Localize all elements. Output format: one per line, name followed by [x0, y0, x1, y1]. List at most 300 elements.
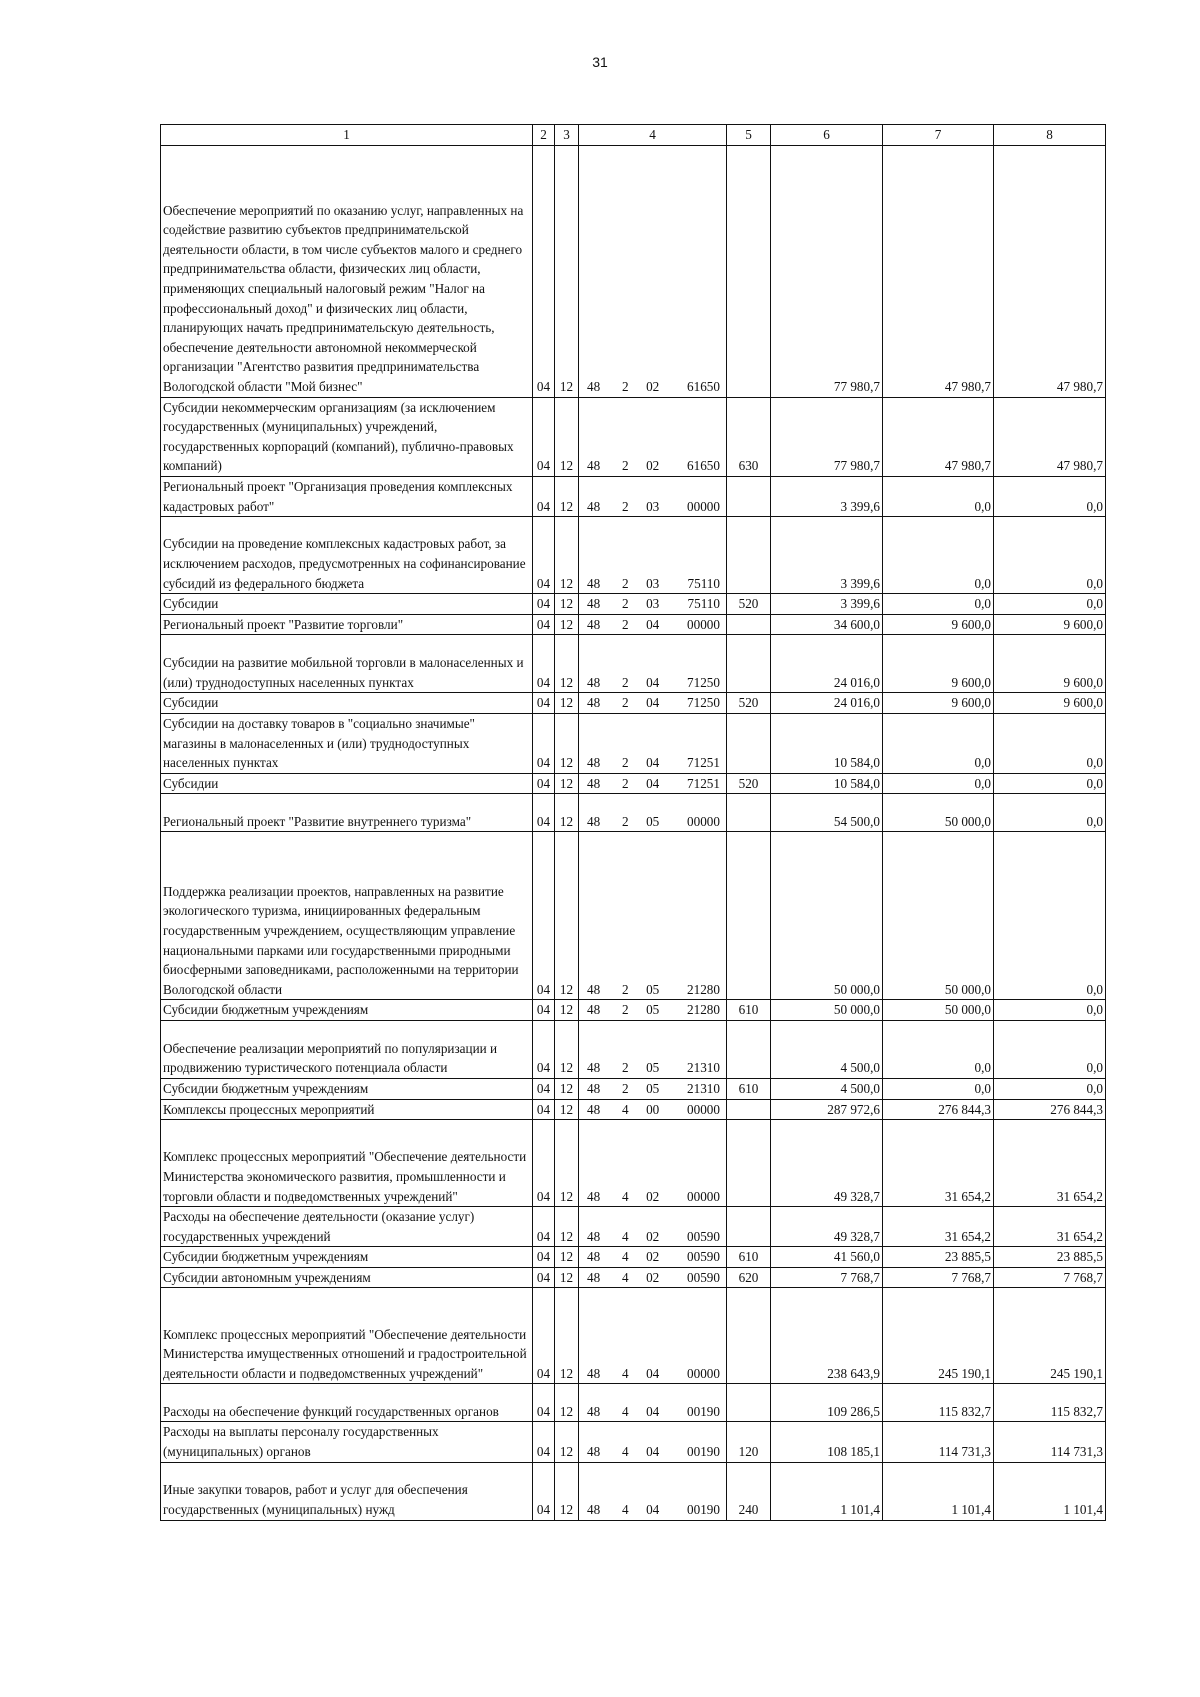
target-article-part-s: 05 — [646, 1002, 660, 1018]
expense-type-cell — [727, 476, 771, 516]
header-cell-1: 1 — [161, 125, 533, 146]
target-article-part-t: 2 — [622, 1060, 629, 1076]
target-article-part-t: 2 — [622, 1002, 629, 1018]
target-article-part-p: 48 — [587, 1060, 601, 1076]
target-article-part-d: 00590 — [687, 1269, 720, 1285]
target-article-part-d: 21310 — [687, 1080, 720, 1096]
amount-col6-cell: 24 016,0 — [771, 693, 883, 714]
subsection-code-cell: 12 — [555, 517, 579, 594]
target-article-cell — [579, 1099, 727, 1120]
amount-col7-cell: 50 000,0 — [883, 1000, 994, 1021]
amount-col8-cell: 47 980,7 — [994, 397, 1106, 476]
amount-col6-cell: 24 016,0 — [771, 635, 883, 693]
table-row — [161, 1099, 1106, 1120]
section-code-cell: 04 — [533, 635, 555, 693]
amount-col7-cell: 0,0 — [883, 517, 994, 594]
target-article-part-s: 04 — [646, 755, 660, 771]
amount-col6-cell: 10 584,0 — [771, 713, 883, 773]
subsection-code-cell: 12 — [555, 794, 579, 832]
table-row — [161, 1288, 1106, 1384]
target-article-part-t: 2 — [622, 596, 629, 612]
amount-col7-cell: 0,0 — [883, 713, 994, 773]
amount-col8-cell: 0,0 — [994, 594, 1106, 615]
amount-col6-cell: 238 643,9 — [771, 1288, 883, 1384]
target-article-part-d: 00000 — [687, 616, 720, 632]
amount-col7-cell: 0,0 — [883, 594, 994, 615]
expense-type-cell: 610 — [727, 1000, 771, 1021]
expense-type-cell — [727, 794, 771, 832]
target-article-part-s: 04 — [646, 775, 660, 791]
amount-col8-cell: 0,0 — [994, 476, 1106, 516]
target-article-part-p: 48 — [587, 695, 601, 711]
target-article-part-d: 00000 — [687, 1188, 720, 1204]
target-article-part-p: 48 — [587, 1188, 601, 1204]
target-article-code — [579, 615, 726, 635]
target-article-part-t: 4 — [622, 1188, 629, 1204]
header-cell-8: 8 — [994, 125, 1106, 146]
subsection-code-cell: 12 — [555, 1422, 579, 1462]
section-code-cell: 04 — [533, 1020, 555, 1078]
amount-col8-cell: 0,0 — [994, 1000, 1106, 1021]
target-article-part-p: 48 — [587, 1403, 601, 1419]
target-article-code — [579, 574, 726, 594]
amount-col7-cell: 0,0 — [883, 773, 994, 794]
target-article-code — [579, 1000, 726, 1020]
expense-type-cell — [727, 1020, 771, 1078]
target-article-part-d: 61650 — [687, 379, 720, 394]
page-number: 31 — [592, 54, 608, 70]
amount-col7-cell: 31 654,2 — [883, 1120, 994, 1207]
expense-type-cell — [727, 1099, 771, 1120]
expense-type-cell: 520 — [727, 773, 771, 794]
row-name-cell: Расходы на обеспечение функций государственных органов — [161, 1384, 533, 1422]
expense-type-cell — [727, 1207, 771, 1247]
subsection-code-cell: 12 — [555, 1207, 579, 1247]
amount-col7-cell: 31 654,2 — [883, 1207, 994, 1247]
header-cell-5: 5 — [727, 125, 771, 146]
target-article-part-p: 48 — [587, 981, 601, 997]
amount-col6-cell: 3 399,6 — [771, 517, 883, 594]
row-name-cell: Региональный проект "Организация проведения комплексных кадастровых работ" — [161, 476, 533, 516]
target-article-part-t: 2 — [622, 575, 629, 591]
row-name-cell: Субсидии — [161, 594, 533, 615]
subsection-code-cell: 12 — [555, 1384, 579, 1422]
target-article-part-p: 48 — [587, 1444, 601, 1460]
section-code-cell: 04 — [533, 693, 555, 714]
target-article-part-d: 00000 — [687, 1365, 720, 1381]
target-article-code — [579, 456, 726, 476]
target-article-part-p: 48 — [587, 1002, 601, 1018]
amount-col8-cell: 9 600,0 — [994, 635, 1106, 693]
target-article-part-d: 75110 — [687, 596, 720, 612]
target-article-code — [579, 1364, 726, 1384]
subsection-code-cell: 12 — [555, 1120, 579, 1207]
target-article-part-d: 21280 — [687, 981, 720, 997]
subsection-code-cell: 12 — [555, 145, 579, 397]
amount-col7-cell: 47 980,7 — [883, 145, 994, 397]
table-row — [161, 1422, 1106, 1462]
amount-col6-cell: 49 328,7 — [771, 1207, 883, 1247]
target-article-part-t: 4 — [622, 1365, 629, 1381]
target-article-part-s: 02 — [646, 458, 660, 474]
target-article-part-p: 48 — [587, 1269, 601, 1285]
amount-col6-cell: 54 500,0 — [771, 794, 883, 832]
subsection-code-cell: 12 — [555, 1000, 579, 1021]
subsection-code-cell: 12 — [555, 594, 579, 615]
amount-col6-cell: 49 328,7 — [771, 1120, 883, 1207]
target-article-cell — [579, 1267, 727, 1288]
target-article-cell — [579, 1120, 727, 1207]
section-code-cell: 04 — [533, 713, 555, 773]
amount-col7-cell: 47 980,7 — [883, 397, 994, 476]
row-name-cell: Расходы на выплаты персоналу государственных (муниципальных) органов — [161, 1422, 533, 1462]
section-code-cell: 04 — [533, 476, 555, 516]
target-article-part-t: 2 — [622, 379, 629, 394]
table-row — [161, 1384, 1106, 1422]
target-article-part-d: 00590 — [687, 1249, 720, 1265]
amount-col7-cell: 114 731,3 — [883, 1422, 994, 1462]
target-article-cell — [579, 1384, 727, 1422]
target-article-part-t: 4 — [622, 1269, 629, 1285]
table-row — [161, 145, 1106, 397]
table-row — [161, 832, 1106, 1000]
target-article-code — [579, 1079, 726, 1099]
target-article-cell — [579, 594, 727, 615]
table-row — [161, 594, 1106, 615]
header-cell-2: 2 — [533, 125, 555, 146]
target-article-part-t: 2 — [622, 755, 629, 771]
target-article-part-d: 71251 — [687, 775, 720, 791]
section-code-cell: 04 — [533, 773, 555, 794]
subsection-code-cell: 12 — [555, 1288, 579, 1384]
section-code-cell: 04 — [533, 1247, 555, 1268]
target-article-part-s: 05 — [646, 1060, 660, 1076]
row-name-cell: Субсидии на доставку товаров в "социально значимые" магазины в малонаселенных и (или) труднодоступных населенных пунктах — [161, 713, 533, 773]
target-article-cell — [579, 794, 727, 832]
subsection-code-cell: 12 — [555, 1099, 579, 1120]
expense-type-cell: 240 — [727, 1462, 771, 1520]
subsection-code-cell: 12 — [555, 1247, 579, 1268]
amount-col7-cell: 245 190,1 — [883, 1288, 994, 1384]
subsection-code-cell: 12 — [555, 1020, 579, 1078]
target-article-part-s: 05 — [646, 1080, 660, 1096]
header-cell-6: 6 — [771, 125, 883, 146]
target-article-cell — [579, 1207, 727, 1247]
expense-type-cell: 610 — [727, 1078, 771, 1099]
amount-col8-cell: 0,0 — [994, 832, 1106, 1000]
amount-col6-cell: 109 286,5 — [771, 1384, 883, 1422]
target-article-code — [579, 377, 726, 397]
target-article-part-d: 71251 — [687, 755, 720, 771]
amount-col7-cell: 0,0 — [883, 1020, 994, 1078]
target-article-part-t: 4 — [622, 1444, 629, 1460]
expense-type-cell: 520 — [727, 594, 771, 615]
expense-type-cell — [727, 832, 771, 1000]
expense-type-cell — [727, 614, 771, 635]
target-article-part-d: 75110 — [687, 575, 720, 591]
expense-type-cell: 610 — [727, 1247, 771, 1268]
target-article-code — [579, 1227, 726, 1247]
target-article-part-p: 48 — [587, 498, 601, 514]
subsection-code-cell: 12 — [555, 773, 579, 794]
amount-col6-cell: 287 972,6 — [771, 1099, 883, 1120]
amount-col8-cell: 245 190,1 — [994, 1288, 1106, 1384]
amount-col6-cell: 10 584,0 — [771, 773, 883, 794]
row-name-cell: Обеспечение реализации мероприятий по популяризации и продвижению туристического потенциала области — [161, 1020, 533, 1078]
row-name-cell: Субсидии автономным учреждениям — [161, 1267, 533, 1288]
row-name-cell: Субсидии на развитие мобильной торговли в малонаселенных и (или) труднодоступных населенных пунктах — [161, 635, 533, 693]
subsection-code-cell: 12 — [555, 635, 579, 693]
target-article-part-d: 71250 — [687, 695, 720, 711]
expense-type-cell — [727, 1288, 771, 1384]
amount-col8-cell: 9 600,0 — [994, 614, 1106, 635]
target-article-code — [579, 1442, 726, 1462]
subsection-code-cell: 12 — [555, 397, 579, 476]
target-article-part-s: 04 — [646, 1502, 660, 1518]
amount-col6-cell: 4 500,0 — [771, 1020, 883, 1078]
expense-type-cell — [727, 145, 771, 397]
section-code-cell: 04 — [533, 1288, 555, 1384]
amount-col7-cell: 7 768,7 — [883, 1267, 994, 1288]
target-article-cell — [579, 1288, 727, 1384]
amount-col8-cell: 114 731,3 — [994, 1422, 1106, 1462]
target-article-cell — [579, 1020, 727, 1078]
target-article-part-p: 48 — [587, 596, 601, 612]
target-article-part-t: 4 — [622, 1502, 629, 1518]
row-name-cell: Субсидии некоммерческим организациям (за исключением государственных (муниципальных) учреждений, государственных корпораций (компаний), публично-правовых компаний) — [161, 397, 533, 476]
amount-col7-cell: 115 832,7 — [883, 1384, 994, 1422]
target-article-cell — [579, 773, 727, 794]
target-article-part-t: 4 — [622, 1249, 629, 1265]
row-name-cell: Обеспечение мероприятий по оказанию услуг, направленных на содействие развитию субъектов предпринимательской деятельности области, в том числе субъектов малого и среднего предпринимательства области, физических лиц области, применяющих специальный налоговый режим "Налог на профессиональный доход" и физических лиц области, планирующих начать предпринимательскую деятельность, обеспечение деятельности автономной некоммерческой организации "Агентство развития предпринимательства Вологодской области "Мой бизнес" — [161, 145, 533, 397]
subsection-code-cell: 12 — [555, 614, 579, 635]
amount-col6-cell: 77 980,7 — [771, 145, 883, 397]
target-article-part-p: 48 — [587, 616, 601, 632]
header-cell-3: 3 — [555, 125, 579, 146]
amount-col8-cell: 9 600,0 — [994, 693, 1106, 714]
target-article-part-d: 00000 — [687, 813, 720, 829]
row-name-cell: Региональный проект "Развитие торговли" — [161, 614, 533, 635]
amount-col6-cell: 4 500,0 — [771, 1078, 883, 1099]
expense-type-cell — [727, 1120, 771, 1207]
amount-col7-cell: 23 885,5 — [883, 1247, 994, 1268]
target-article-part-p: 48 — [587, 1502, 601, 1518]
target-article-part-d: 00000 — [687, 498, 720, 514]
amount-col8-cell: 47 980,7 — [994, 145, 1106, 397]
table-row — [161, 693, 1106, 714]
table-row — [161, 1000, 1106, 1021]
target-article-cell — [579, 713, 727, 773]
target-article-cell — [579, 635, 727, 693]
section-code-cell: 04 — [533, 397, 555, 476]
subsection-code-cell: 12 — [555, 693, 579, 714]
target-article-part-t: 2 — [622, 1080, 629, 1096]
amount-col8-cell: 1 101,4 — [994, 1462, 1106, 1520]
amount-col6-cell: 3 399,6 — [771, 476, 883, 516]
amount-col6-cell: 34 600,0 — [771, 614, 883, 635]
table-row — [161, 1078, 1106, 1099]
target-article-part-d: 71250 — [687, 674, 720, 690]
target-article-part-d: 00190 — [687, 1502, 720, 1518]
section-code-cell: 04 — [533, 1422, 555, 1462]
target-article-code — [579, 1187, 726, 1207]
target-article-part-t: 4 — [622, 1403, 629, 1419]
amount-col6-cell: 108 185,1 — [771, 1422, 883, 1462]
amount-col8-cell: 0,0 — [994, 1078, 1106, 1099]
row-name-cell: Региональный проект "Развитие внутреннего туризма" — [161, 794, 533, 832]
amount-col8-cell: 31 654,2 — [994, 1120, 1106, 1207]
row-name-cell: Субсидии бюджетным учреждениям — [161, 1000, 533, 1021]
target-article-cell — [579, 476, 727, 516]
target-article-cell — [579, 1422, 727, 1462]
amount-col7-cell: 9 600,0 — [883, 693, 994, 714]
row-name-cell: Субсидии бюджетным учреждениям — [161, 1078, 533, 1099]
table-row — [161, 614, 1106, 635]
target-article-code — [579, 1268, 726, 1288]
target-article-part-t: 2 — [622, 458, 629, 474]
target-article-code — [579, 980, 726, 1000]
target-article-part-s: 04 — [646, 1365, 660, 1381]
amount-col8-cell: 0,0 — [994, 713, 1106, 773]
amount-col6-cell: 7 768,7 — [771, 1267, 883, 1288]
row-name-cell: Поддержка реализации проектов, направленных на развитие экологического туризма, инициированных федеральным государственным учреждением, осуществляющим управление национальными парками или государственными природными биосферными заповедниками, расположенными на территории Вологодской области — [161, 832, 533, 1000]
target-article-code — [579, 812, 726, 832]
row-name-cell: Субсидии — [161, 693, 533, 714]
target-article-part-d: 00190 — [687, 1403, 720, 1419]
section-code-cell: 04 — [533, 1462, 555, 1520]
amount-col8-cell: 0,0 — [994, 794, 1106, 832]
target-article-part-d: 00590 — [687, 1228, 720, 1244]
target-article-part-s: 02 — [646, 1269, 660, 1285]
target-article-cell — [579, 1078, 727, 1099]
target-article-code — [579, 673, 726, 693]
target-article-cell — [579, 693, 727, 714]
table-row — [161, 1020, 1106, 1078]
amount-col8-cell: 0,0 — [994, 1020, 1106, 1078]
target-article-part-s: 02 — [646, 379, 660, 394]
expense-type-cell: 620 — [727, 1267, 771, 1288]
table-row — [161, 773, 1106, 794]
expense-type-cell — [727, 517, 771, 594]
table-row — [161, 476, 1106, 516]
table-row — [161, 794, 1106, 832]
amount-col6-cell: 41 560,0 — [771, 1247, 883, 1268]
target-article-part-t: 2 — [622, 813, 629, 829]
section-code-cell: 04 — [533, 1120, 555, 1207]
amount-col8-cell: 23 885,5 — [994, 1247, 1106, 1268]
target-article-code — [579, 1247, 726, 1267]
row-name-cell: Субсидии на проведение комплексных кадастровых работ, за исключением расходов, предусмотренных на софинансирование субсидий из федерального бюджета — [161, 517, 533, 594]
amount-col6-cell: 50 000,0 — [771, 1000, 883, 1021]
table-row — [161, 517, 1106, 594]
expense-type-cell: 120 — [727, 1422, 771, 1462]
subsection-code-cell: 12 — [555, 1462, 579, 1520]
row-name-cell: Комплекс процессных мероприятий "Обеспечение деятельности Министерства экономического развития, промышленности и торговли области и подведомственных учреждений" — [161, 1120, 533, 1207]
section-code-cell: 04 — [533, 145, 555, 397]
section-code-cell: 04 — [533, 614, 555, 635]
target-article-part-t: 2 — [622, 616, 629, 632]
amount-col7-cell: 1 101,4 — [883, 1462, 994, 1520]
target-article-cell — [579, 517, 727, 594]
expense-type-cell: 630 — [727, 397, 771, 476]
row-name-cell: Комплекс процессных мероприятий "Обеспечение деятельности Министерства имущественных отношений и градостроительной деятельности области и подведомственных учреждений" — [161, 1288, 533, 1384]
target-article-code — [579, 497, 726, 517]
target-article-part-s: 02 — [646, 1249, 660, 1265]
amount-col6-cell: 1 101,4 — [771, 1462, 883, 1520]
expense-type-cell — [727, 713, 771, 773]
row-name-cell: Расходы на обеспечение деятельности (оказание услуг) государственных учреждений — [161, 1207, 533, 1247]
row-name-cell: Иные закупки товаров, работ и услуг для обеспечения государственных (муниципальных) нужд — [161, 1462, 533, 1520]
target-article-cell — [579, 1247, 727, 1268]
amount-col7-cell: 50 000,0 — [883, 794, 994, 832]
row-name-cell: Субсидии — [161, 773, 533, 794]
expense-type-cell: 520 — [727, 693, 771, 714]
table-row — [161, 1207, 1106, 1247]
table-row — [161, 1247, 1106, 1268]
section-code-cell: 04 — [533, 794, 555, 832]
amount-col8-cell: 7 768,7 — [994, 1267, 1106, 1288]
target-article-part-t: 2 — [622, 775, 629, 791]
amount-col8-cell: 115 832,7 — [994, 1384, 1106, 1422]
target-article-part-s: 05 — [646, 981, 660, 997]
target-article-cell — [579, 145, 727, 397]
target-article-part-p: 48 — [587, 379, 601, 394]
row-name-cell: Субсидии бюджетным учреждениям — [161, 1247, 533, 1268]
target-article-part-s: 04 — [646, 695, 660, 711]
section-code-cell: 04 — [533, 594, 555, 615]
target-article-part-p: 48 — [587, 674, 601, 690]
target-article-cell — [579, 614, 727, 635]
target-article-code — [579, 753, 726, 773]
amount-col7-cell: 50 000,0 — [883, 832, 994, 1000]
table-row — [161, 713, 1106, 773]
amount-col7-cell: 0,0 — [883, 1078, 994, 1099]
target-article-part-s: 00 — [646, 1101, 660, 1117]
header-cell-7: 7 — [883, 125, 994, 146]
table-row — [161, 397, 1106, 476]
target-article-part-p: 48 — [587, 813, 601, 829]
table-row — [161, 1267, 1106, 1288]
amount-col6-cell: 77 980,7 — [771, 397, 883, 476]
target-article-code — [579, 594, 726, 614]
target-article-part-t: 2 — [622, 498, 629, 514]
target-article-part-p: 48 — [587, 1249, 601, 1265]
target-article-code — [579, 1500, 726, 1520]
amount-col7-cell: 0,0 — [883, 476, 994, 516]
section-code-cell: 04 — [533, 517, 555, 594]
row-name-cell: Комплексы процессных мероприятий — [161, 1099, 533, 1120]
section-code-cell: 04 — [533, 1384, 555, 1422]
target-article-cell — [579, 1000, 727, 1021]
section-code-cell: 04 — [533, 832, 555, 1000]
target-article-part-d: 00190 — [687, 1444, 720, 1460]
target-article-part-t: 2 — [622, 981, 629, 997]
target-article-part-t: 2 — [622, 674, 629, 690]
subsection-code-cell: 12 — [555, 832, 579, 1000]
target-article-part-p: 48 — [587, 1080, 601, 1096]
expense-type-cell — [727, 635, 771, 693]
target-article-part-p: 48 — [587, 575, 601, 591]
expense-type-cell — [727, 1384, 771, 1422]
amount-col7-cell: 9 600,0 — [883, 614, 994, 635]
target-article-code — [579, 693, 726, 713]
subsection-code-cell: 12 — [555, 713, 579, 773]
target-article-part-d: 00000 — [687, 1101, 720, 1117]
target-article-part-t: 4 — [622, 1228, 629, 1244]
target-article-part-d: 21280 — [687, 1002, 720, 1018]
section-code-cell: 04 — [533, 1000, 555, 1021]
target-article-code — [579, 1058, 726, 1078]
